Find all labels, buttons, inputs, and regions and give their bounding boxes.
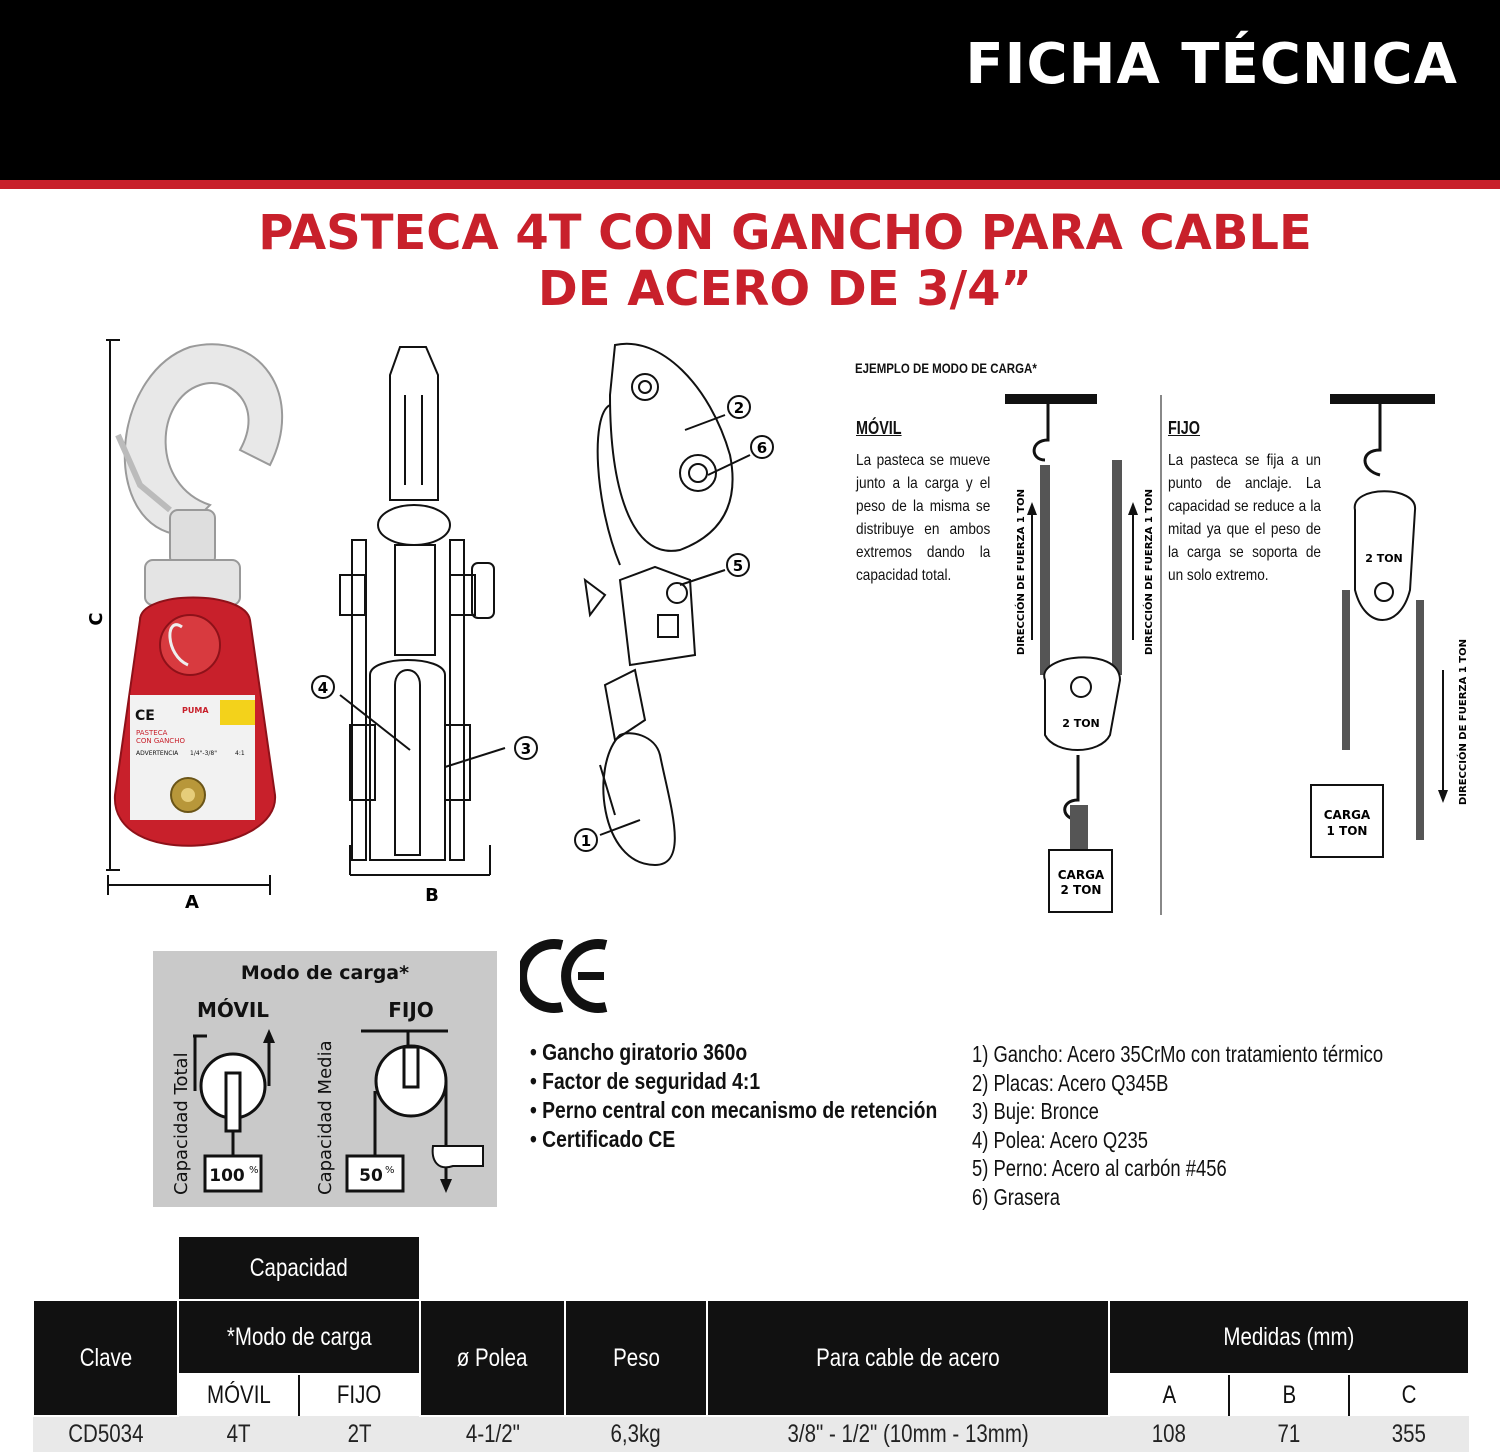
cell-b: 71 xyxy=(1229,1416,1349,1452)
part-item: 1) Gancho: Acero 35CrMo con tratamiento térmico xyxy=(972,1041,1384,1067)
label-cable: 1/4"-3/8" xyxy=(190,750,217,757)
movil-load-line1: CARGA xyxy=(1057,868,1105,882)
part-item: 5) Perno: Acero al carbón #456 xyxy=(972,1155,1227,1181)
modo-panel-movil: MÓVIL xyxy=(196,998,270,1022)
header-clave: Clave xyxy=(33,1300,178,1416)
table-row xyxy=(33,1416,1469,1452)
fijo-load-line1: CARGA xyxy=(1323,808,1371,822)
force-label-right: DIRECCIÓN DE FUERZA 1 TON xyxy=(1144,488,1155,655)
pct-total: 100 xyxy=(209,1166,245,1186)
movil-pulley-label: 2 TON xyxy=(1062,717,1100,730)
header-peso: Peso xyxy=(565,1300,707,1416)
hook-shape xyxy=(125,344,282,535)
pct-total-sign: % xyxy=(249,1165,259,1176)
subheader-c: C xyxy=(1349,1374,1469,1416)
subheader-b: B xyxy=(1229,1374,1349,1416)
feature-list xyxy=(530,1038,1015,1154)
example-movil-heading: MÓVIL xyxy=(856,418,902,438)
product-title-line-1: PASTECA 4T CON GANCHO PARA CABLE xyxy=(258,205,1312,261)
subheader-a: A xyxy=(1109,1374,1229,1416)
parts-list xyxy=(972,1040,1486,1211)
example-title: EJEMPLO DE MODO DE CARGA* xyxy=(855,360,1037,376)
header-medidas: Medidas (mm) xyxy=(1109,1300,1469,1374)
cell-c: 355 xyxy=(1349,1416,1469,1452)
fijo-load-line2: 1 TON xyxy=(1326,824,1368,838)
modo-panel-fijo: FIJO xyxy=(388,998,434,1022)
callout-6: 6 xyxy=(756,439,768,457)
pct-media: 50 xyxy=(359,1166,383,1186)
header-polea: ø Polea xyxy=(420,1300,565,1416)
force-label-left: DIRECCIÓN DE FUERZA 1 TON xyxy=(1016,488,1027,655)
header-title: FICHA TÉCNICA xyxy=(965,32,1458,97)
cell-clave: CD5034 xyxy=(33,1416,178,1452)
product-photo xyxy=(70,335,290,915)
callout-4: 4 xyxy=(317,679,329,697)
label-name-2: CON GANCHO xyxy=(136,737,185,745)
cell-peso: 6,3kg xyxy=(565,1416,707,1452)
feature-item: • Gancho giratorio 360o xyxy=(530,1038,937,1067)
cell-fijo: 2T xyxy=(299,1416,420,1452)
callout-3: 3 xyxy=(520,740,532,758)
fijo-example-diagram xyxy=(1300,390,1480,860)
dim-a-label: A xyxy=(185,892,199,913)
example-fijo-text: La pasteca se fija a un punto de anclaje. La capacidad se reduce a la mitad ya que el peso de la carga se soporta de un solo extremo. xyxy=(1168,452,1321,584)
movil-load-line2: 2 TON xyxy=(1060,883,1102,897)
cell-a: 108 xyxy=(1109,1416,1229,1452)
dim-c-label: C xyxy=(86,612,107,626)
modo-carga-panel xyxy=(153,951,497,1207)
dim-b-label: B xyxy=(425,885,439,906)
modo-panel-total: Capacidad Total xyxy=(171,1052,192,1195)
example-fijo-heading: FIJO xyxy=(1168,418,1201,438)
part-item: 3) Buje: Bronce xyxy=(972,1098,1099,1124)
callout-1: 1 xyxy=(580,832,592,850)
modo-panel-media: Capacidad Media xyxy=(315,1040,336,1195)
pct-media-sign: % xyxy=(385,1165,395,1176)
part-item: 6) Grasera xyxy=(972,1183,1060,1210)
example-movil-text: La pasteca se mueve junto a la carga y el peso de la misma se distribuye en ambos extremos dando la capacidad total. xyxy=(856,452,991,584)
header-red-stripe xyxy=(0,180,1500,189)
label-name-1: PASTECA xyxy=(136,729,168,737)
brand-label: PUMA xyxy=(182,706,209,715)
exploded-view-drawing xyxy=(560,335,800,875)
feature-item: • Certificado CE xyxy=(530,1125,937,1154)
feature-item: • Perno central con mecanismo de retención xyxy=(530,1096,937,1125)
header-cable: Para cable de acero xyxy=(707,1300,1109,1416)
ce-label-small: CE xyxy=(135,708,155,724)
subheader-movil: MÓVIL xyxy=(178,1374,299,1416)
cell-cable: 3/8" - 1/2" (10mm - 13mm) xyxy=(707,1416,1109,1452)
spec-table xyxy=(32,1235,1470,1452)
callout-2: 2 xyxy=(733,399,745,417)
fijo-force-label: DIRECCIÓN DE FUERZA 1 TON xyxy=(1458,638,1469,805)
label-warning: ADVERTENCIA xyxy=(136,750,179,757)
modo-panel-title: Modo de carga* xyxy=(240,962,410,984)
ce-mark xyxy=(520,935,612,1017)
callout-5: 5 xyxy=(732,557,744,575)
example-divider xyxy=(1160,395,1162,915)
product-title xyxy=(0,205,1500,317)
header-modo-carga: *Modo de carga xyxy=(178,1300,420,1374)
subheader-fijo: FIJO xyxy=(299,1374,420,1416)
feature-item: • Factor de seguridad 4:1 xyxy=(530,1067,937,1096)
fijo-pulley-label: 2 TON xyxy=(1365,552,1403,565)
product-title-line-2: DE ACERO DE 3/4” xyxy=(537,261,1033,317)
part-item: 4) Polea: Acero Q235 xyxy=(972,1126,1148,1153)
cell-movil: 4T xyxy=(178,1416,299,1452)
movil-example-diagram xyxy=(990,390,1160,920)
header-capacidad: Capacidad xyxy=(178,1236,420,1300)
part-item: 2) Placas: Acero Q345B xyxy=(972,1069,1169,1096)
side-view-drawing xyxy=(300,335,550,915)
cell-polea: 4-1/2" xyxy=(420,1416,565,1452)
label-ratio: 4:1 xyxy=(235,750,245,757)
